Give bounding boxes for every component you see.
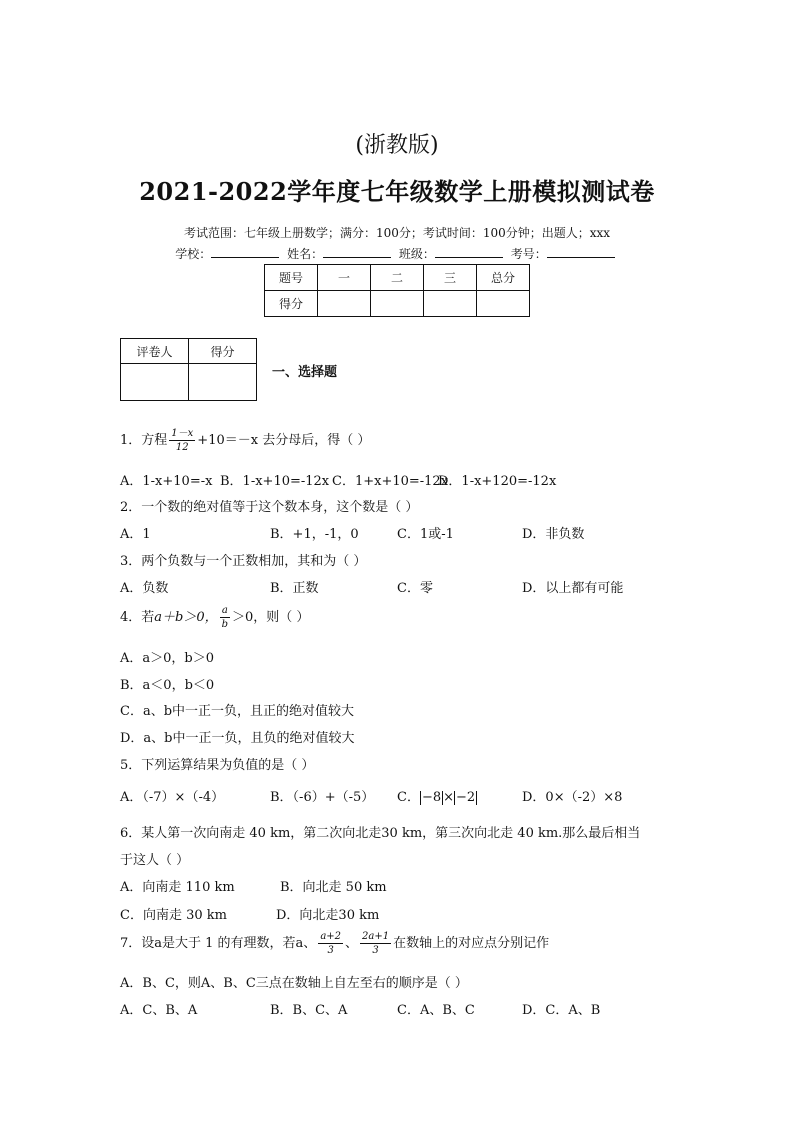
grader-header-cell: 评卷人 <box>121 339 189 364</box>
question-5-option-c <box>397 786 477 805</box>
question-4-option-d: D．a、b中一正一负，且负的绝对值较大 <box>120 731 355 746</box>
question-7 <box>120 930 549 957</box>
score-cell <box>318 291 371 317</box>
question-3-option-c: C．零 <box>397 581 433 596</box>
fraction-numerator: 1－x <box>171 428 194 439</box>
exam-info: 考试范围：七年级上册数学；满分：100分；考试时间：100分钟；出题人；xxx <box>183 226 611 240</box>
score-row-label: 得分 <box>265 291 318 317</box>
question-4-option-b: B．a＜0，b＜0 <box>120 678 215 693</box>
question-6-option-a: A．向南走 110 km <box>120 880 235 895</box>
times-sign: × <box>443 790 455 805</box>
school-label: 学校： <box>175 247 212 261</box>
question-6-option-c: C．向南走 30 km <box>120 908 227 923</box>
fraction-numerator: a+2 <box>320 931 342 942</box>
question-5: 5．下列运算结果为负值的是（ ） <box>120 758 315 773</box>
score-header-cell: 三 <box>424 265 477 291</box>
grader-cell <box>121 364 189 401</box>
grader-table <box>120 338 257 401</box>
question-1-prefix: 1．方程 <box>120 433 168 448</box>
question-1-option-d: D．1-x+120=-12x <box>438 474 557 489</box>
question-7-option-d: D．C．A、B <box>522 1003 601 1018</box>
question-3-option-a: A．负数 <box>120 581 169 596</box>
score-table-header-row <box>265 265 530 291</box>
class-blank <box>435 246 503 258</box>
score-table <box>264 264 530 317</box>
question-1-option-a: A．1-x+10=-x <box>120 474 213 489</box>
question-4-fraction <box>220 604 230 631</box>
question-7-fraction-2 <box>360 930 391 957</box>
question-2-option-b: B．+1，-1，0 <box>270 527 359 542</box>
grader-table-header-row <box>121 339 257 364</box>
option-c-label: C． <box>397 790 420 805</box>
exam-number-label: 考号： <box>510 247 547 261</box>
question-3-option-d: D．以上都有可能 <box>522 581 624 596</box>
question-7-suffix: 在数轴上的对应点分别记作 <box>393 936 550 951</box>
edition-subtitle: (浙教版) <box>355 133 439 158</box>
fraction-numerator: 2a+1 <box>362 931 390 942</box>
grader-cell <box>189 364 257 401</box>
question-5-option-a: A．（-7）×（-4） <box>120 790 225 805</box>
fraction-denominator: b <box>221 619 229 630</box>
question-1-suffix: +10＝－x 去分母后，得（ ） <box>197 433 371 448</box>
abs-value-2: −2 <box>456 790 476 805</box>
grader-header-cell: 得分 <box>189 339 257 364</box>
class-label: 班级： <box>398 247 435 261</box>
question-2-option-c: C．1或-1 <box>397 527 454 542</box>
fraction-denominator: 3 <box>372 945 379 956</box>
fraction-denominator: 3 <box>327 945 334 956</box>
question-4-condition: a＋b＞0， <box>154 610 218 625</box>
score-header-cell: 总分 <box>477 265 530 291</box>
question-1-fraction <box>169 427 195 454</box>
score-cell <box>477 291 530 317</box>
score-table-score-row <box>265 291 530 317</box>
exam-number-blank <box>547 246 615 258</box>
question-2: 2．一个数的绝对值等于这个数本身，这个数是（ ） <box>120 500 419 515</box>
score-cell <box>424 291 477 317</box>
question-7-fraction-1 <box>318 930 343 957</box>
student-fields <box>0 245 794 262</box>
question-7-option-b: B．B、C、A <box>270 1003 348 1018</box>
fraction-numerator: a <box>220 604 230 618</box>
question-6-line-1: 6．某人第一次向南走 40 km，第二次向北走30 km，第三次向北走 40 km.那么最后相当 <box>120 826 641 841</box>
question-1 <box>120 427 370 454</box>
question-1-option-c: C．1+x+10=-12x <box>332 474 449 489</box>
question-2-option-d: D．非负数 <box>522 527 585 542</box>
score-cell <box>371 291 424 317</box>
score-header-cell: 一 <box>318 265 371 291</box>
question-5-option-b: B．（-6）+（-5） <box>270 790 375 805</box>
question-3: 3．两个负数与一个正数相加，其和为（ ） <box>120 554 367 569</box>
question-4-suffix: ＞0，则（ ） <box>232 610 310 625</box>
question-7-line-2: A．B、C，则A、B、C三点在数轴上自左至右的顺序是（ ） <box>120 976 468 991</box>
abs-value-1: −8 <box>421 790 442 805</box>
fraction-denominator: 12 <box>175 442 189 453</box>
question-6-option-b: B．向北走 50 km <box>280 880 387 895</box>
question-2-option-a: A．1 <box>120 527 151 542</box>
question-4 <box>120 604 309 631</box>
question-7-option-a: A．C、B、A <box>120 1003 198 1018</box>
exam-title: 2021-2022学年度七年级数学上册模拟测试卷 <box>139 177 655 206</box>
section-title: 一、选择题 <box>272 365 338 380</box>
score-header-cell: 二 <box>371 265 424 291</box>
question-4-option-c: C．a、b中一正一负，且正的绝对值较大 <box>120 704 355 719</box>
question-7-option-c: C．A、B、C <box>397 1003 475 1018</box>
name-blank <box>323 246 391 258</box>
score-header-cell: 题号 <box>265 265 318 291</box>
question-5-option-d: D．0×（-2）×8 <box>522 790 623 805</box>
question-4-option-a: A．a＞0，b＞0 <box>120 651 215 666</box>
question-7-prefix: 7．设a是大于 1 的有理数，若a、 <box>120 936 317 951</box>
question-7-separator: 、 <box>345 936 359 951</box>
grader-table-body-row <box>121 364 257 401</box>
question-1-option-b: B．1-x+10=-12x <box>220 474 330 489</box>
question-6-line-2: 于这人（ ） <box>120 853 190 868</box>
question-3-option-b: B．正数 <box>270 581 319 596</box>
school-blank <box>211 246 279 258</box>
question-4-prefix: 4．若 <box>120 610 155 625</box>
name-label: 姓名： <box>287 247 324 261</box>
question-6-option-d: D．向北走30 km <box>276 908 380 923</box>
